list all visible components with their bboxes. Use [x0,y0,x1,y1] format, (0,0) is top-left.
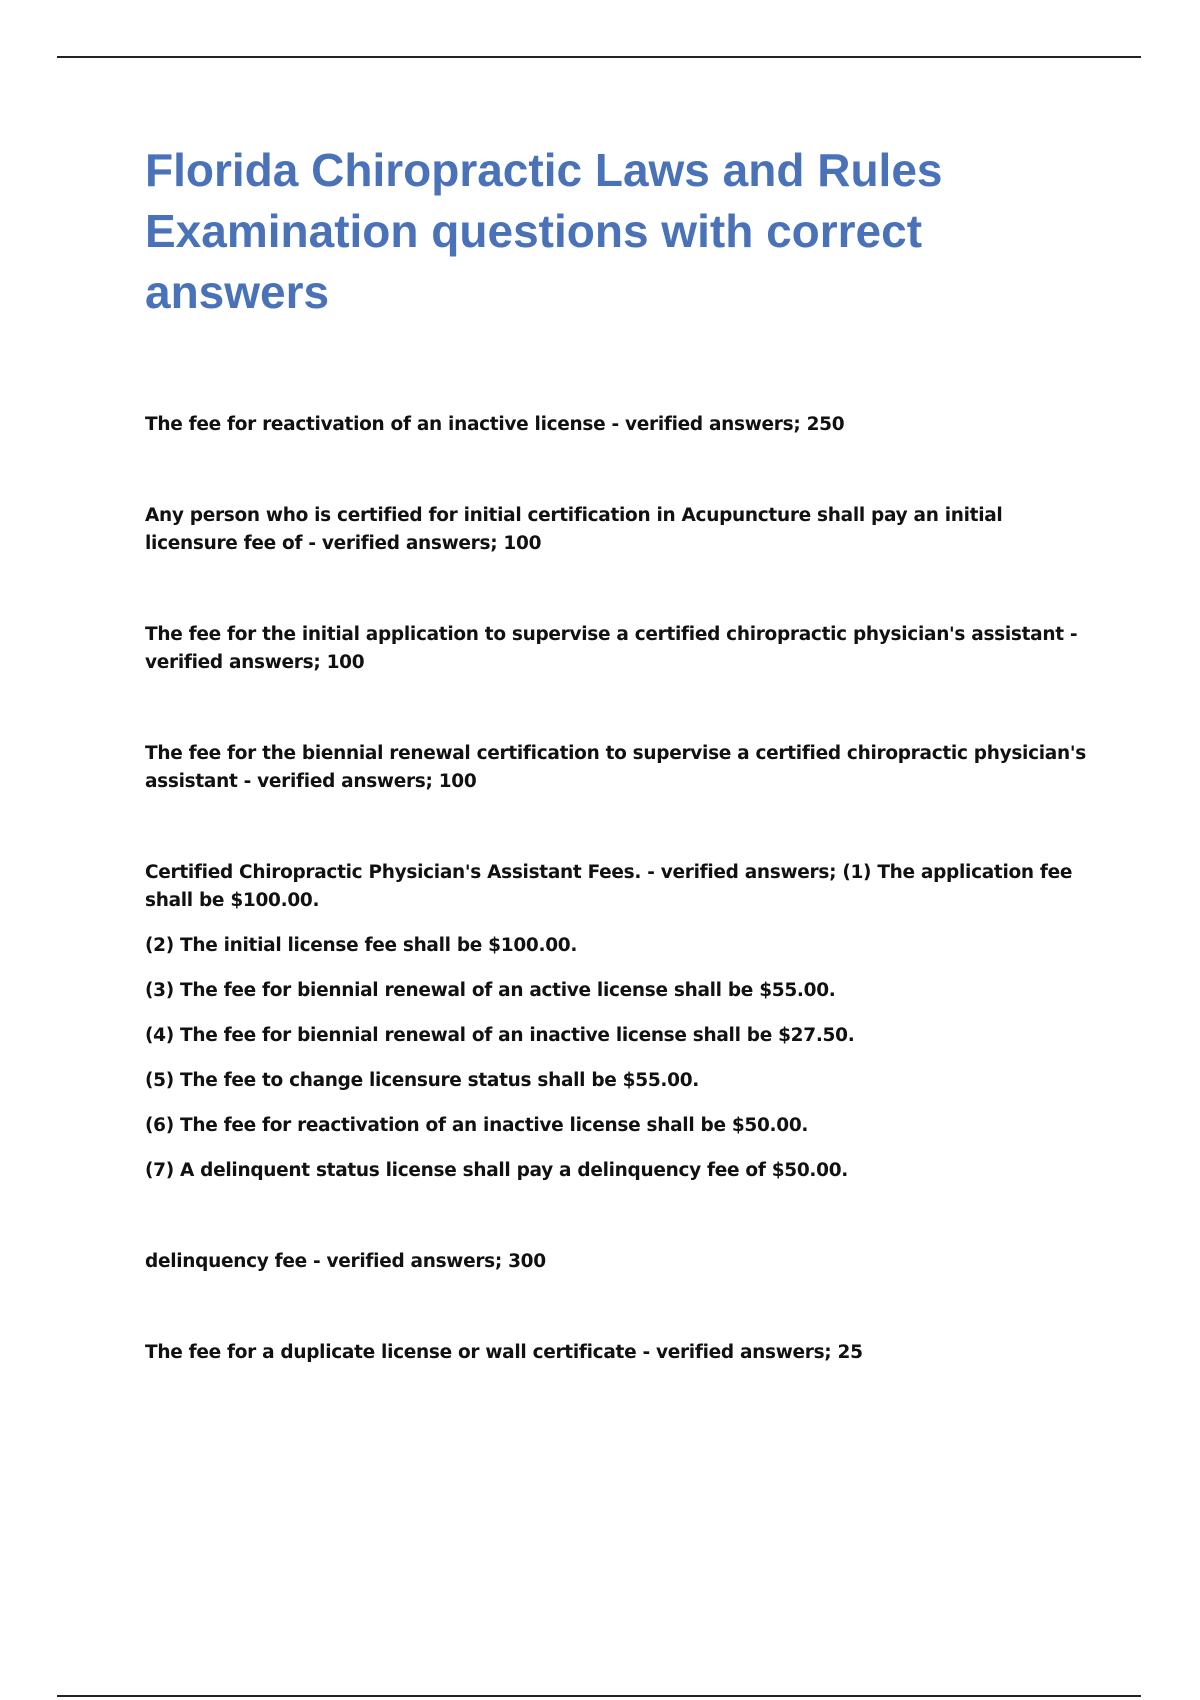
qa-item: The fee for the initial application to supervise a certified chiropractic physician's assistant - verified answers; 100 [145,624,1078,673]
qa-item: The fee for the biennial renewal certification to supervise a certified chiropractic physician's assistant - verified answers; 100 [145,743,1086,792]
document-body [145,140,1095,1430]
qa-item: Any person who is certified for initial certification in Acupuncture shall pay an initial licensure fee of - verified answers; 100 [145,505,1003,554]
fee-list-item: (7) A delinquent status license shall pay a delinquency fee of $50.00. [145,1160,849,1181]
qa-item: Certified Chiropractic Physician's Assistant Fees. - verified answers; (1) The application fee shall be $100.00. [145,862,1073,911]
qa-item: delinquency fee - verified answers; 300 [145,1251,546,1272]
fee-list-item: (5) The fee to change licensure status shall be $55.00. [145,1070,700,1091]
qa-item: The fee for reactivation of an inactive license - verified answers; 250 [145,414,845,435]
document-title: Florida Chiropractic Laws and Rules Examination questions with correct answers [145,144,943,318]
fee-list-item: (6) The fee for reactivation of an inactive license shall be $50.00. [145,1115,809,1136]
fee-list-item: (2) The initial license fee shall be $100.00. [145,935,578,956]
fee-list-item: (3) The fee for biennial renewal of an active license shall be $55.00. [145,980,836,1001]
fee-list-item: (4) The fee for biennial renewal of an inactive license shall be $27.50. [145,1025,855,1046]
qa-list [145,411,1095,1367]
qa-item: The fee for a duplicate license or wall certificate - verified answers; 25 [145,1342,863,1363]
header-rule [57,56,1141,58]
footer-rule [57,1695,1141,1697]
